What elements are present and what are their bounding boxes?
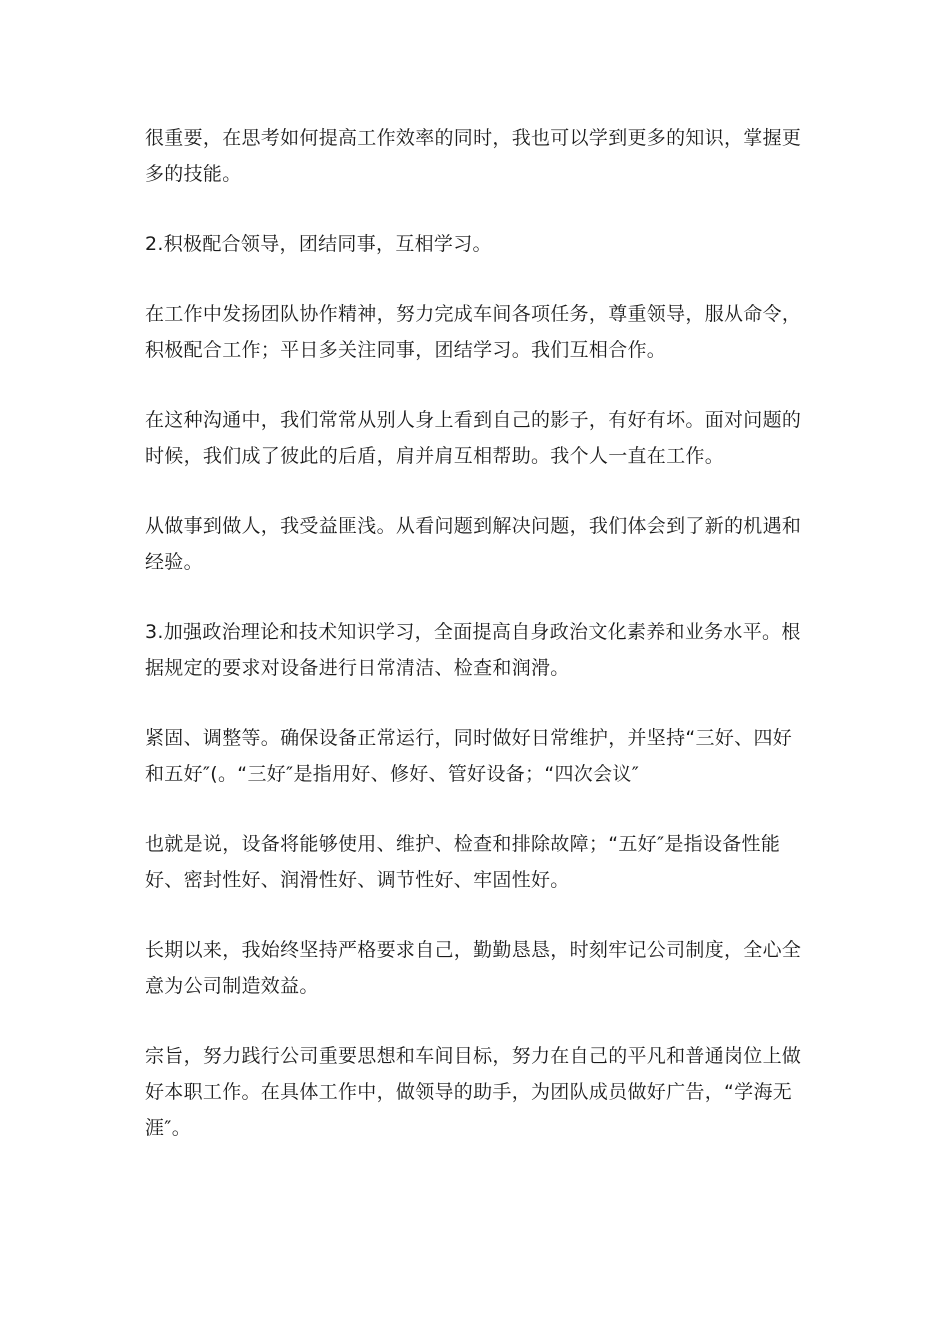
- paragraph-7: [145, 720, 805, 792]
- text-line: 2.积极配合领导，团结同事，互相学习。: [145, 233, 492, 255]
- text-line: 长期以来，我始终坚持严格要求自己，勤勤恳恳，时刻牢记公司制度，全心全: [145, 939, 802, 961]
- text-line: 时候，我们成了彼此的后盾，肩并肩互相帮助。我个人一直在工作。: [145, 445, 725, 467]
- text-line: 很重要，在思考如何提高工作效率的同时，我也可以学到更多的知识，掌握更: [145, 127, 802, 149]
- text-line: 意为公司制造效益。: [145, 975, 319, 997]
- text-line: 据规定的要求对设备进行日常清洁、检查和润滑。: [145, 657, 570, 679]
- text-line: 好本职工作。在具体工作中，做领导的助手，为团队成员做好广告，“学海无: [145, 1081, 793, 1103]
- text-line: 经验。: [145, 551, 203, 573]
- text-line: 从做事到做人，我受益匪浅。从看问题到解决问题，我们体会到了新的机遇和: [145, 515, 802, 537]
- text-line: 和五好″(。“三好″是指用好、修好、管好设备；“四次会议″: [145, 763, 640, 785]
- paragraph-10: [145, 1038, 805, 1146]
- text-line: 在工作中发扬团队协作精神，努力完成车间各项任务，尊重领导，服从命令，: [145, 303, 802, 325]
- text-line: 3.加强政治理论和技术知识学习，全面提高自身政治文化素养和业务水平。根: [145, 621, 801, 643]
- paragraph-5: [145, 508, 805, 580]
- paragraph-3: [145, 296, 805, 368]
- text-line: 积极配合工作；平日多关注同事，团结学习。我们互相合作。: [145, 339, 667, 361]
- paragraph-9: [145, 932, 805, 1004]
- text-line: 也就是说，设备将能够使用、维护、检查和排除故障；“五好″是指设备性能: [145, 833, 781, 855]
- text-line: 涯″。: [145, 1117, 191, 1139]
- text-line: 紧固、调整等。确保设备正常运行，同时做好日常维护，并坚持“三好、四好: [145, 727, 793, 749]
- text-line: 在这种沟通中，我们常常从别人身上看到自己的影子，有好有坏。面对问题的: [145, 409, 802, 431]
- text-line: 宗旨，努力践行公司重要思想和车间目标，努力在自己的平凡和普通岗位上做: [145, 1045, 802, 1067]
- text-line: 多的技能。: [145, 163, 242, 185]
- paragraph-8: [145, 826, 805, 898]
- paragraph-2: [145, 226, 805, 262]
- text-line: 好、密封性好、润滑性好、调节性好、牢固性好。: [145, 869, 570, 891]
- paragraph-6: [145, 614, 805, 686]
- paragraph-4: [145, 402, 805, 474]
- paragraph-1: [145, 120, 805, 192]
